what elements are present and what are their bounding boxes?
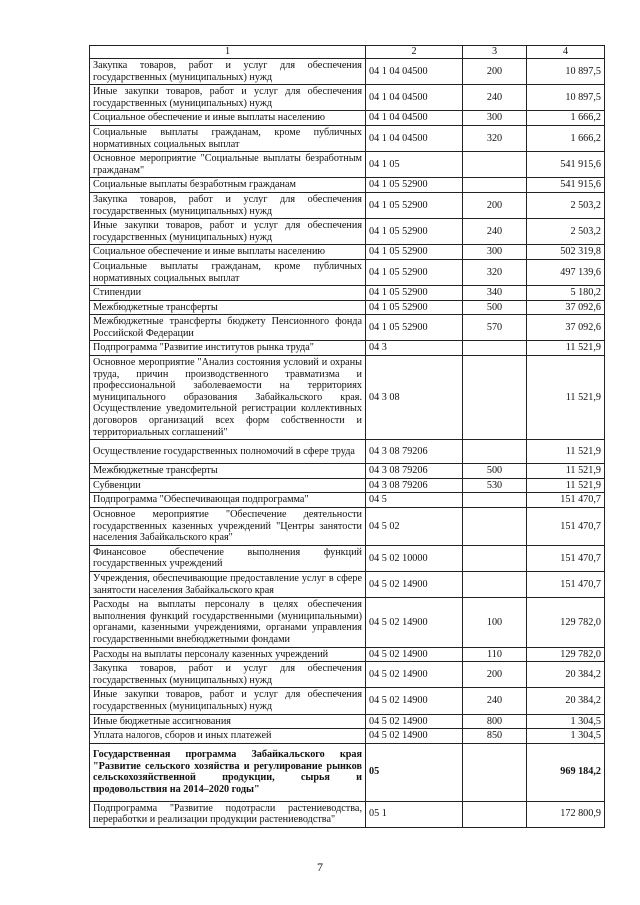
row-name: Иные бюджетные ассигнования (90, 714, 366, 729)
row-expense-type: 300 (463, 111, 527, 126)
table-row (90, 219, 605, 245)
row-name: Финансовое обеспечение выполнения функций государственных учреждений (90, 545, 366, 571)
table-row (90, 598, 605, 647)
row-name: Социальные выплаты гражданам, кроме публичных нормативных социальных выплат (90, 259, 366, 285)
row-name: Иные закупки товаров, работ и услуг для обеспечения государственных (муниципальных) нужд (90, 85, 366, 111)
row-expense-type: 300 (463, 245, 527, 260)
row-expense-type: 110 (463, 647, 527, 662)
row-expense-type: 500 (463, 300, 527, 315)
table-row (90, 493, 605, 508)
row-amount: 1 666,2 (527, 111, 605, 126)
row-amount: 20 384,2 (527, 662, 605, 688)
row-name: Учреждения, обеспечивающие предоставление услуг в сфере занятости населения Забайкальского края (90, 571, 366, 597)
row-name: Основное мероприятие "Анализ состояния условий и охраны труда, причин производственного травматизма и профессиональной заболеваемости на территориях муниципального образования Забайкальского края. Осуществление уведомительной регистрации коллективных договоров организаций всех форм собственности и территориальных соглашений" (90, 356, 366, 440)
row-expense-type: 240 (463, 85, 527, 111)
table-row (90, 245, 605, 260)
row-expense-type (463, 801, 527, 827)
row-code: 04 3 08 79206 (366, 440, 463, 464)
row-expense-type (463, 178, 527, 193)
table-row (90, 571, 605, 597)
row-code: 04 5 02 14900 (366, 598, 463, 647)
row-name: Осуществление государственных полномочий в сфере труда (90, 440, 366, 464)
row-amount: 129 782,0 (527, 647, 605, 662)
page-number: 7 (317, 860, 323, 874)
row-amount: 10 897,5 (527, 85, 605, 111)
row-amount: 2 503,2 (527, 192, 605, 218)
row-name: Закупка товаров, работ и услуг для обеспечения государственных (муниципальных) нужд (90, 59, 366, 85)
budget-table (89, 45, 605, 828)
row-code: 04 1 05 52900 (366, 178, 463, 193)
table-row (90, 508, 605, 546)
row-code: 05 (366, 743, 463, 801)
row-expense-type: 200 (463, 192, 527, 218)
row-expense-type (463, 508, 527, 546)
row-name: Расходы на выплаты персоналу в целях обеспечения выполнения функций государственными (муниципальными) органами, казенными учреждениями, органами управления государственными внебюджетными фондами (90, 598, 366, 647)
row-code: 04 5 02 10000 (366, 545, 463, 571)
header-col-1: 1 (90, 46, 366, 59)
row-amount: 969 184,2 (527, 743, 605, 801)
row-name: Межбюджетные трансферты (90, 300, 366, 315)
row-amount: 129 782,0 (527, 598, 605, 647)
row-expense-type (463, 493, 527, 508)
table-row (90, 315, 605, 341)
table-row (90, 647, 605, 662)
row-expense-type: 800 (463, 714, 527, 729)
row-name: Подпрограмма "Развитие подотрасли растениеводства, переработки и реализации продукции растениеводства" (90, 801, 366, 827)
row-amount: 1 666,2 (527, 125, 605, 151)
header-col-3: 3 (463, 46, 527, 59)
row-amount: 1 304,5 (527, 714, 605, 729)
row-expense-type (463, 743, 527, 801)
table-row (90, 729, 605, 744)
table-row (90, 356, 605, 440)
table-row (90, 743, 605, 801)
header-col-4: 4 (527, 46, 605, 59)
table-row (90, 662, 605, 688)
row-name: Межбюджетные трансферты (90, 464, 366, 479)
row-name: Подпрограмма "Развитие институтов рынка труда" (90, 341, 366, 356)
row-name: Государственная программа Забайкальского края "Развитие сельского хозяйства и регулирование рынков сельскохозяйственной продукции, сырья и продовольствия на 2014–2020 годы" (90, 743, 366, 801)
table-header-row (90, 46, 605, 59)
table-row (90, 152, 605, 178)
row-name: Иные закупки товаров, работ и услуг для обеспечения государственных (муниципальных) нужд (90, 219, 366, 245)
row-name: Основное мероприятие "Социальные выплаты безработным гражданам" (90, 152, 366, 178)
row-expense-type (463, 545, 527, 571)
table-row (90, 688, 605, 714)
table-row (90, 192, 605, 218)
row-expense-type (463, 356, 527, 440)
row-expense-type: 850 (463, 729, 527, 744)
row-name: Подпрограмма "Обеспечивающая подпрограмма" (90, 493, 366, 508)
row-name: Социальное обеспечение и иные выплаты населению (90, 245, 366, 260)
row-code: 04 5 02 14900 (366, 662, 463, 688)
row-name: Социальное обеспечение и иные выплаты населению (90, 111, 366, 126)
row-amount: 10 897,5 (527, 59, 605, 85)
table-row (90, 464, 605, 479)
row-code: 04 5 02 14900 (366, 688, 463, 714)
row-name: Закупка товаров, работ и услуг для обеспечения государственных (муниципальных) нужд (90, 192, 366, 218)
row-amount: 151 470,7 (527, 508, 605, 546)
row-expense-type: 200 (463, 662, 527, 688)
row-amount: 497 139,6 (527, 259, 605, 285)
row-code: 04 1 04 04500 (366, 59, 463, 85)
row-expense-type: 100 (463, 598, 527, 647)
row-code: 04 5 (366, 493, 463, 508)
table-row (90, 286, 605, 301)
row-code: 04 1 05 52900 (366, 245, 463, 260)
row-name: Основное мероприятие "Обеспечение деятельности государственных казенных учреждений "Центры занятости населения Забайкальского края" (90, 508, 366, 546)
row-amount: 11 521,9 (527, 464, 605, 479)
row-expense-type: 240 (463, 688, 527, 714)
row-expense-type: 500 (463, 464, 527, 479)
row-expense-type (463, 152, 527, 178)
row-amount: 541 915,6 (527, 152, 605, 178)
table-row (90, 59, 605, 85)
row-code: 04 3 08 (366, 356, 463, 440)
row-name: Субвенции (90, 478, 366, 493)
row-expense-type (463, 571, 527, 597)
table-row (90, 178, 605, 193)
row-code: 04 5 02 14900 (366, 571, 463, 597)
budget-table-container (89, 45, 604, 828)
table-row (90, 440, 605, 464)
row-name: Межбюджетные трансферты бюджету Пенсионного фонда Российской Федерации (90, 315, 366, 341)
row-code: 04 5 02 14900 (366, 729, 463, 744)
row-expense-type: 320 (463, 259, 527, 285)
row-code: 04 1 05 52900 (366, 192, 463, 218)
row-name: Социальные выплаты гражданам, кроме публичных нормативных социальных выплат (90, 125, 366, 151)
row-code: 04 5 02 14900 (366, 714, 463, 729)
row-code: 04 1 05 52900 (366, 315, 463, 341)
row-code: 04 5 02 (366, 508, 463, 546)
row-name: Стипендии (90, 286, 366, 301)
row-amount: 37 092,6 (527, 315, 605, 341)
row-name: Социальные выплаты безработным гражданам (90, 178, 366, 193)
row-amount: 20 384,2 (527, 688, 605, 714)
row-amount: 11 521,9 (527, 356, 605, 440)
table-row (90, 801, 605, 827)
table-row (90, 125, 605, 151)
table-row (90, 111, 605, 126)
row-code: 04 1 04 04500 (366, 111, 463, 126)
row-amount: 1 304,5 (527, 729, 605, 744)
row-code: 04 1 04 04500 (366, 125, 463, 151)
row-code: 04 1 04 04500 (366, 85, 463, 111)
table-row (90, 300, 605, 315)
row-name: Расходы на выплаты персоналу казенных учреждений (90, 647, 366, 662)
row-code: 04 3 08 79206 (366, 464, 463, 479)
row-expense-type (463, 341, 527, 356)
row-code: 04 5 02 14900 (366, 647, 463, 662)
row-code: 04 3 (366, 341, 463, 356)
table-row (90, 545, 605, 571)
row-expense-type: 200 (463, 59, 527, 85)
row-amount: 541 915,6 (527, 178, 605, 193)
row-code: 04 1 05 52900 (366, 259, 463, 285)
row-amount: 2 503,2 (527, 219, 605, 245)
row-expense-type: 530 (463, 478, 527, 493)
row-expense-type (463, 440, 527, 464)
table-body (90, 59, 605, 828)
table-row (90, 259, 605, 285)
row-code: 04 1 05 52900 (366, 286, 463, 301)
row-amount: 5 180,2 (527, 286, 605, 301)
row-amount: 172 800,9 (527, 801, 605, 827)
table-row (90, 714, 605, 729)
row-amount: 11 521,9 (527, 440, 605, 464)
row-code: 04 3 08 79206 (366, 478, 463, 493)
row-name: Уплата налогов, сборов и иных платежей (90, 729, 366, 744)
row-amount: 11 521,9 (527, 341, 605, 356)
row-code: 05 1 (366, 801, 463, 827)
row-amount: 37 092,6 (527, 300, 605, 315)
row-amount: 151 470,7 (527, 545, 605, 571)
row-amount: 151 470,7 (527, 493, 605, 508)
table-row (90, 85, 605, 111)
row-name: Иные закупки товаров, работ и услуг для обеспечения государственных (муниципальных) нужд (90, 688, 366, 714)
row-code: 04 1 05 52900 (366, 300, 463, 315)
row-code: 04 1 05 (366, 152, 463, 178)
row-expense-type: 320 (463, 125, 527, 151)
row-expense-type: 570 (463, 315, 527, 341)
row-amount: 151 470,7 (527, 571, 605, 597)
row-expense-type: 240 (463, 219, 527, 245)
table-row (90, 341, 605, 356)
table-row (90, 478, 605, 493)
row-amount: 502 319,8 (527, 245, 605, 260)
row-code: 04 1 05 52900 (366, 219, 463, 245)
row-amount: 11 521,9 (527, 478, 605, 493)
row-expense-type: 340 (463, 286, 527, 301)
row-name: Закупка товаров, работ и услуг для обеспечения государственных (муниципальных) нужд (90, 662, 366, 688)
header-col-2: 2 (366, 46, 463, 59)
